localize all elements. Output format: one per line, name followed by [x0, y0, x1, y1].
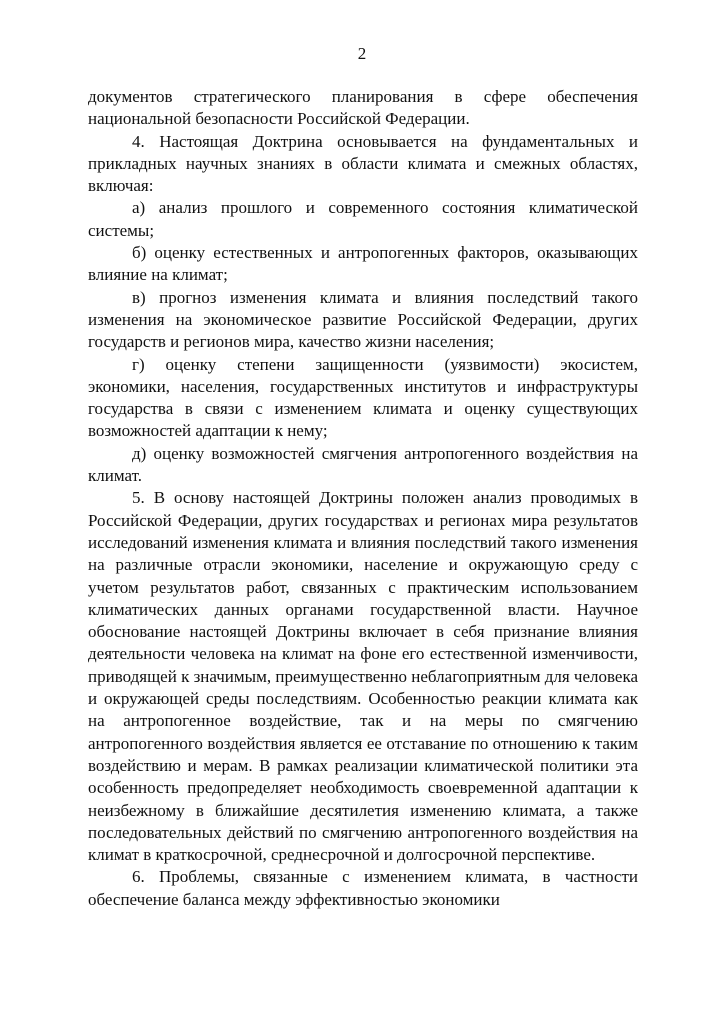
paragraph-subitem-a: а) анализ прошлого и современного состояния климатической системы; [88, 198, 638, 240]
paragraph-continuation: документов стратегического планирования в сфере обеспечения национальной безопасности Российской Федерации. [88, 87, 638, 129]
paragraph-item-6: 6. Проблемы, связанные с изменением климата, в частности обеспечение баланса между эффективностью экономики [88, 867, 638, 909]
paragraph-item-5: 5. В основу настоящей Доктрины положен анализ проводимых в Российской Федерации, других государствах и регионах мира результатов исследований изменения климата и влияния последствий такого изменения на различные отрасли экономики, население и окружающую среду с учетом результатов работ, связанных с практическим использованием климатических данных органами государственной власти. Научное обоснование настоящей Доктрины включает в себя признание влияния деятельности человека на климат на фоне его естественной изменчивости, приводящей к значимым, преимущественно неблагоприятным для человека и окружающей среды последствиям. Особенностью реакции климата как на антропогенное воздействие, так и на меры по смягчению антропогенного воздействия является ее отставание по отношению к таким воздействию и мерам. В рамках реализации климатической политики эта особенность предопределяет необходимость своевременной адаптации к неизбежному в ближайшие десятилетия изменению климата, а также последовательных действий по смягчению антропогенного воздействия на климат в краткосрочной, среднесрочной и долгосрочной перспективе. [88, 488, 639, 865]
paragraph-item-4: 4. Настоящая Доктрина основывается на фундаментальных и прикладных научных знаниях в области климата и смежных областях, включая: [88, 131, 638, 196]
paragraph-subitem-v: в) прогноз изменения климата и влияния последствий такого изменения на экономическое развитие Российской Федерации, других государств и регионов мира, качество жизни населения; [88, 287, 638, 352]
page-number: 2 [357, 44, 367, 63]
document-body [88, 86, 638, 911]
paragraph-subitem-b: б) оценку естественных и антропогенных факторов, оказывающих влияние на климат; [88, 243, 638, 285]
paragraph-subitem-g: г) оценку степени защищенности (уязвимости) экосистем, экономики, населения, государственных институтов и инфраструктуры государства в связи с изменением климата и оценку существующих возможностей адаптации к нему; [88, 354, 638, 441]
paragraph-subitem-d: д) оценку возможностей смягчения антропогенного воздействия на климат. [88, 443, 638, 486]
